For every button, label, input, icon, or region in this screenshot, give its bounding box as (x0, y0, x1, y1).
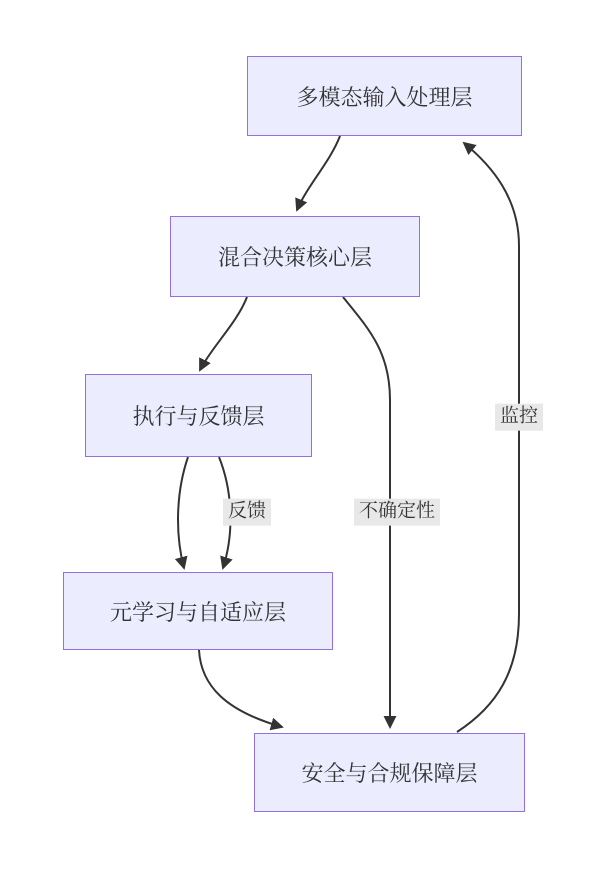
edge-decision-to-execution (200, 297, 247, 370)
node-multimodal-input-layer-label: 多模态输入处理层 (296, 84, 473, 110)
edge-metalearning-to-safety (199, 650, 282, 727)
node-execution-feedback-layer (85, 374, 312, 457)
node-safety-compliance-layer-label: 安全与合规保障层 (301, 761, 478, 786)
edge-label-monitoring: 监控 (495, 404, 543, 431)
edge-input-to-decision (297, 136, 340, 210)
node-meta-learning-adaptive-layer-label: 元学习与自适应层 (109, 599, 286, 625)
node-safety-compliance-layer (254, 733, 525, 812)
edge-safety-to-input-monitoring (457, 143, 519, 732)
node-execution-feedback-layer-label: 执行与反馈层 (132, 404, 265, 429)
edge-label-feedback: 反馈 (223, 499, 271, 526)
node-multimodal-input-layer (247, 56, 522, 136)
node-hybrid-decision-core-layer (170, 216, 420, 297)
edge-execution-to-metalearning (178, 457, 188, 568)
node-hybrid-decision-core-layer-label: 混合决策核心层 (217, 245, 372, 270)
edge-label-uncertainty: 不确定性 (354, 499, 440, 526)
node-meta-learning-adaptive-layer (63, 572, 333, 650)
